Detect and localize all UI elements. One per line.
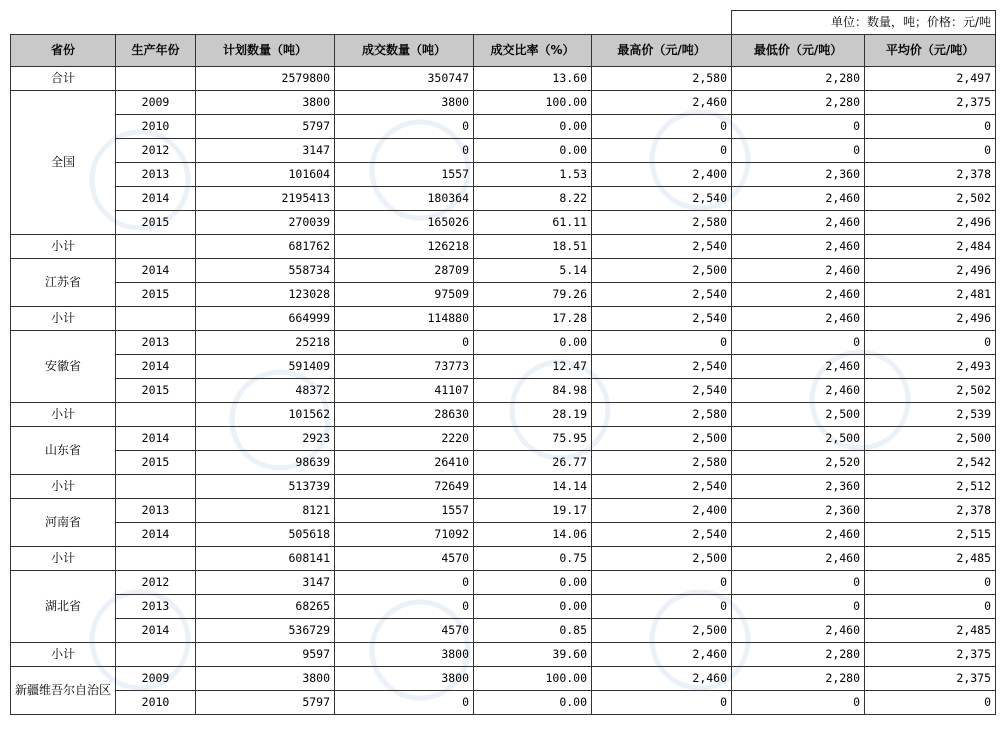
year-cell: 2010 — [116, 115, 196, 139]
plan-qty-cell: 48372 — [196, 379, 335, 403]
min-price-cell: 2,460 — [732, 283, 865, 307]
plan-qty-cell: 8121 — [196, 499, 335, 523]
deal-qty-cell: 3800 — [335, 643, 474, 667]
plan-qty-cell: 2923 — [196, 427, 335, 451]
row-label: 小计 — [11, 235, 116, 259]
min-price-cell: 2,460 — [732, 235, 865, 259]
deal-ratio-cell: 0.00 — [474, 139, 592, 163]
row-label: 小计 — [11, 307, 116, 331]
plan-qty-cell: 5797 — [196, 115, 335, 139]
year-cell — [116, 475, 196, 499]
plan-qty-cell: 2195413 — [196, 187, 335, 211]
max-price-cell: 0 — [592, 691, 732, 715]
avg-price-cell: 2,496 — [865, 211, 996, 235]
min-price-cell: 0 — [732, 115, 865, 139]
plan-qty-cell: 536729 — [196, 619, 335, 643]
deal-qty-cell: 28709 — [335, 259, 474, 283]
row-label: 小计 — [11, 643, 116, 667]
table-row — [11, 619, 996, 643]
province-cell: 全国 — [11, 91, 116, 235]
deal-qty-cell: 0 — [335, 571, 474, 595]
header-row — [11, 35, 996, 67]
deal-qty-cell: 0 — [335, 331, 474, 355]
province-cell: 湖北省 — [11, 571, 116, 643]
deal-qty-cell: 180364 — [335, 187, 474, 211]
year-cell: 2012 — [116, 139, 196, 163]
plan-qty-cell: 558734 — [196, 259, 335, 283]
min-price-cell: 2,500 — [732, 427, 865, 451]
deal-ratio-cell: 19.17 — [474, 499, 592, 523]
table-row — [11, 187, 996, 211]
deal-qty-cell: 73773 — [335, 355, 474, 379]
year-cell: 2015 — [116, 451, 196, 475]
min-price-cell: 2,460 — [732, 355, 865, 379]
table-row — [11, 115, 996, 139]
row-label: 小计 — [11, 547, 116, 571]
min-price-cell: 0 — [732, 139, 865, 163]
avg-price-cell: 0 — [865, 331, 996, 355]
max-price-cell: 2,540 — [592, 187, 732, 211]
deal-qty-cell: 1557 — [335, 163, 474, 187]
avg-price-cell: 0 — [865, 139, 996, 163]
province-cell: 安徽省 — [11, 331, 116, 403]
year-cell — [116, 307, 196, 331]
max-price-cell: 2,540 — [592, 475, 732, 499]
plan-qty-cell: 123028 — [196, 283, 335, 307]
year-cell — [116, 67, 196, 91]
subtotal-row — [11, 403, 996, 427]
deal-qty-cell: 114880 — [335, 307, 474, 331]
year-cell: 2014 — [116, 523, 196, 547]
year-cell: 2013 — [116, 595, 196, 619]
deal-ratio-cell: 14.06 — [474, 523, 592, 547]
deal-qty-cell: 0 — [335, 115, 474, 139]
plan-qty-cell: 3147 — [196, 571, 335, 595]
table-row — [11, 355, 996, 379]
grain-auction-table — [10, 10, 996, 715]
avg-price-cell: 2,375 — [865, 91, 996, 115]
year-cell — [116, 403, 196, 427]
plan-qty-cell: 101604 — [196, 163, 335, 187]
avg-price-cell: 2,542 — [865, 451, 996, 475]
header-max: 最高价（元/吨） — [592, 35, 732, 67]
plan-qty-cell: 513739 — [196, 475, 335, 499]
province-cell: 新疆维吾尔自治区 — [11, 667, 116, 715]
year-cell: 2010 — [116, 691, 196, 715]
max-price-cell: 0 — [592, 139, 732, 163]
min-price-cell: 2,460 — [732, 211, 865, 235]
deal-ratio-cell: 39.60 — [474, 643, 592, 667]
avg-price-cell: 0 — [865, 595, 996, 619]
avg-price-cell: 2,496 — [865, 259, 996, 283]
table-row — [11, 259, 996, 283]
province-cell: 河南省 — [11, 499, 116, 547]
max-price-cell: 2,500 — [592, 547, 732, 571]
unit-spacer — [11, 11, 732, 35]
deal-qty-cell: 0 — [335, 139, 474, 163]
deal-ratio-cell: 1.53 — [474, 163, 592, 187]
plan-qty-cell: 25218 — [196, 331, 335, 355]
plan-qty-cell: 68265 — [196, 595, 335, 619]
deal-qty-cell: 72649 — [335, 475, 474, 499]
deal-ratio-cell: 26.77 — [474, 451, 592, 475]
year-cell: 2015 — [116, 379, 196, 403]
max-price-cell: 2,460 — [592, 667, 732, 691]
max-price-cell: 0 — [592, 571, 732, 595]
header-avg: 平均价（元/吨） — [865, 35, 996, 67]
plan-qty-cell: 5797 — [196, 691, 335, 715]
header-min: 最低价（元/吨） — [732, 35, 865, 67]
deal-ratio-cell: 0.75 — [474, 547, 592, 571]
min-price-cell: 2,460 — [732, 547, 865, 571]
deal-qty-cell: 97509 — [335, 283, 474, 307]
table-row — [11, 691, 996, 715]
min-price-cell: 2,460 — [732, 619, 865, 643]
subtotal-row — [11, 475, 996, 499]
deal-ratio-cell: 28.19 — [474, 403, 592, 427]
avg-price-cell: 2,496 — [865, 307, 996, 331]
plan-qty-cell: 664999 — [196, 307, 335, 331]
deal-ratio-cell: 75.95 — [474, 427, 592, 451]
avg-price-cell: 2,502 — [865, 379, 996, 403]
deal-qty-cell: 28630 — [335, 403, 474, 427]
min-price-cell: 2,280 — [732, 67, 865, 91]
deal-ratio-cell: 0.00 — [474, 115, 592, 139]
min-price-cell: 2,360 — [732, 163, 865, 187]
table-row — [11, 91, 996, 115]
subtotal-row — [11, 235, 996, 259]
header-plan: 计划数量（吨） — [196, 35, 335, 67]
province-cell: 江苏省 — [11, 259, 116, 307]
min-price-cell: 0 — [732, 571, 865, 595]
avg-price-cell: 2,485 — [865, 547, 996, 571]
avg-price-cell: 2,502 — [865, 187, 996, 211]
deal-ratio-cell: 0.00 — [474, 571, 592, 595]
plan-qty-cell: 3800 — [196, 91, 335, 115]
deal-qty-cell: 41107 — [335, 379, 474, 403]
max-price-cell: 2,400 — [592, 499, 732, 523]
row-label: 小计 — [11, 403, 116, 427]
deal-ratio-cell: 0.85 — [474, 619, 592, 643]
min-price-cell: 2,520 — [732, 451, 865, 475]
year-cell — [116, 643, 196, 667]
unit-row — [11, 11, 996, 35]
plan-qty-cell: 9597 — [196, 643, 335, 667]
avg-price-cell: 0 — [865, 115, 996, 139]
max-price-cell: 2,540 — [592, 283, 732, 307]
deal-qty-cell: 165026 — [335, 211, 474, 235]
max-price-cell: 2,540 — [592, 307, 732, 331]
avg-price-cell: 2,375 — [865, 667, 996, 691]
deal-qty-cell: 2220 — [335, 427, 474, 451]
year-cell: 2015 — [116, 211, 196, 235]
deal-ratio-cell: 84.98 — [474, 379, 592, 403]
header-ratio: 成交比率（%） — [474, 35, 592, 67]
table-row — [11, 427, 996, 451]
plan-qty-cell: 3800 — [196, 667, 335, 691]
table-row — [11, 451, 996, 475]
max-price-cell: 0 — [592, 115, 732, 139]
table-row — [11, 499, 996, 523]
table-row — [11, 331, 996, 355]
deal-qty-cell: 3800 — [335, 667, 474, 691]
min-price-cell: 2,460 — [732, 187, 865, 211]
plan-qty-cell: 608141 — [196, 547, 335, 571]
plan-qty-cell: 3147 — [196, 139, 335, 163]
year-cell: 2013 — [116, 331, 196, 355]
avg-price-cell: 2,484 — [865, 235, 996, 259]
deal-qty-cell: 4570 — [335, 547, 474, 571]
table-row — [11, 571, 996, 595]
deal-ratio-cell: 8.22 — [474, 187, 592, 211]
header-province: 省份 — [11, 35, 116, 67]
min-price-cell: 2,460 — [732, 259, 865, 283]
row-label: 合计 — [11, 67, 116, 91]
max-price-cell: 2,540 — [592, 379, 732, 403]
max-price-cell: 2,580 — [592, 403, 732, 427]
avg-price-cell: 2,375 — [865, 643, 996, 667]
max-price-cell: 2,460 — [592, 643, 732, 667]
year-cell: 2013 — [116, 499, 196, 523]
min-price-cell: 0 — [732, 331, 865, 355]
table-body — [11, 67, 996, 715]
year-cell: 2009 — [116, 91, 196, 115]
deal-ratio-cell: 100.00 — [474, 91, 592, 115]
max-price-cell: 2,400 — [592, 163, 732, 187]
province-cell: 山东省 — [11, 427, 116, 475]
plan-qty-cell: 270039 — [196, 211, 335, 235]
max-price-cell: 2,460 — [592, 91, 732, 115]
avg-price-cell: 2,500 — [865, 427, 996, 451]
deal-ratio-cell: 18.51 — [474, 235, 592, 259]
subtotal-row — [11, 307, 996, 331]
max-price-cell: 0 — [592, 595, 732, 619]
max-price-cell: 2,540 — [592, 523, 732, 547]
header-deal: 成交数量（吨） — [335, 35, 474, 67]
table-row — [11, 667, 996, 691]
header-year: 生产年份 — [116, 35, 196, 67]
deal-ratio-cell: 17.28 — [474, 307, 592, 331]
deal-qty-cell: 126218 — [335, 235, 474, 259]
max-price-cell: 2,500 — [592, 427, 732, 451]
table-row — [11, 283, 996, 307]
year-cell: 2014 — [116, 259, 196, 283]
plan-qty-cell: 2579800 — [196, 67, 335, 91]
avg-price-cell: 2,378 — [865, 163, 996, 187]
deal-ratio-cell: 79.26 — [474, 283, 592, 307]
deal-qty-cell: 26410 — [335, 451, 474, 475]
deal-ratio-cell: 0.00 — [474, 331, 592, 355]
deal-qty-cell: 4570 — [335, 619, 474, 643]
year-cell: 2013 — [116, 163, 196, 187]
min-price-cell: 2,360 — [732, 475, 865, 499]
avg-price-cell: 2,539 — [865, 403, 996, 427]
subtotal-row — [11, 547, 996, 571]
avg-price-cell: 2,485 — [865, 619, 996, 643]
max-price-cell: 2,540 — [592, 355, 732, 379]
year-cell: 2014 — [116, 187, 196, 211]
max-price-cell: 2,500 — [592, 259, 732, 283]
min-price-cell: 0 — [732, 595, 865, 619]
deal-ratio-cell: 14.14 — [474, 475, 592, 499]
min-price-cell: 2,460 — [732, 523, 865, 547]
deal-ratio-cell: 12.47 — [474, 355, 592, 379]
plan-qty-cell: 98639 — [196, 451, 335, 475]
deal-qty-cell: 350747 — [335, 67, 474, 91]
year-cell: 2014 — [116, 619, 196, 643]
subtotal-row — [11, 643, 996, 667]
deal-ratio-cell: 5.14 — [474, 259, 592, 283]
max-price-cell: 2,580 — [592, 451, 732, 475]
min-price-cell: 2,280 — [732, 91, 865, 115]
table-row — [11, 163, 996, 187]
min-price-cell: 2,280 — [732, 643, 865, 667]
deal-qty-cell: 3800 — [335, 91, 474, 115]
deal-qty-cell: 71092 — [335, 523, 474, 547]
plan-qty-cell: 681762 — [196, 235, 335, 259]
plan-qty-cell: 505618 — [196, 523, 335, 547]
avg-price-cell: 2,512 — [865, 475, 996, 499]
avg-price-cell: 2,481 — [865, 283, 996, 307]
avg-price-cell: 0 — [865, 691, 996, 715]
avg-price-cell: 2,515 — [865, 523, 996, 547]
avg-price-cell: 2,378 — [865, 499, 996, 523]
year-cell — [116, 547, 196, 571]
avg-price-cell: 0 — [865, 571, 996, 595]
unit-note: 单位：数量，吨；价格：元/吨 — [732, 11, 996, 35]
deal-ratio-cell: 13.60 — [474, 67, 592, 91]
deal-ratio-cell: 0.00 — [474, 595, 592, 619]
min-price-cell: 2,360 — [732, 499, 865, 523]
max-price-cell: 0 — [592, 331, 732, 355]
table-row — [11, 595, 996, 619]
year-cell — [116, 235, 196, 259]
min-price-cell: 0 — [732, 691, 865, 715]
deal-ratio-cell: 61.11 — [474, 211, 592, 235]
deal-ratio-cell: 100.00 — [474, 667, 592, 691]
table-row — [11, 139, 996, 163]
plan-qty-cell: 101562 — [196, 403, 335, 427]
year-cell: 2014 — [116, 355, 196, 379]
max-price-cell: 2,540 — [592, 235, 732, 259]
deal-qty-cell: 0 — [335, 691, 474, 715]
avg-price-cell: 2,497 — [865, 67, 996, 91]
max-price-cell: 2,500 — [592, 619, 732, 643]
max-price-cell: 2,580 — [592, 211, 732, 235]
max-price-cell: 2,580 — [592, 67, 732, 91]
deal-qty-cell: 0 — [335, 595, 474, 619]
min-price-cell: 2,280 — [732, 667, 865, 691]
deal-qty-cell: 1557 — [335, 499, 474, 523]
total-row — [11, 67, 996, 91]
year-cell: 2009 — [116, 667, 196, 691]
year-cell: 2012 — [116, 571, 196, 595]
year-cell: 2015 — [116, 283, 196, 307]
min-price-cell: 2,460 — [732, 307, 865, 331]
plan-qty-cell: 591409 — [196, 355, 335, 379]
table-row — [11, 211, 996, 235]
table-row — [11, 379, 996, 403]
table-row — [11, 523, 996, 547]
year-cell: 2014 — [116, 427, 196, 451]
avg-price-cell: 2,493 — [865, 355, 996, 379]
row-label: 小计 — [11, 475, 116, 499]
deal-ratio-cell: 0.00 — [474, 691, 592, 715]
min-price-cell: 2,460 — [732, 379, 865, 403]
min-price-cell: 2,500 — [732, 403, 865, 427]
